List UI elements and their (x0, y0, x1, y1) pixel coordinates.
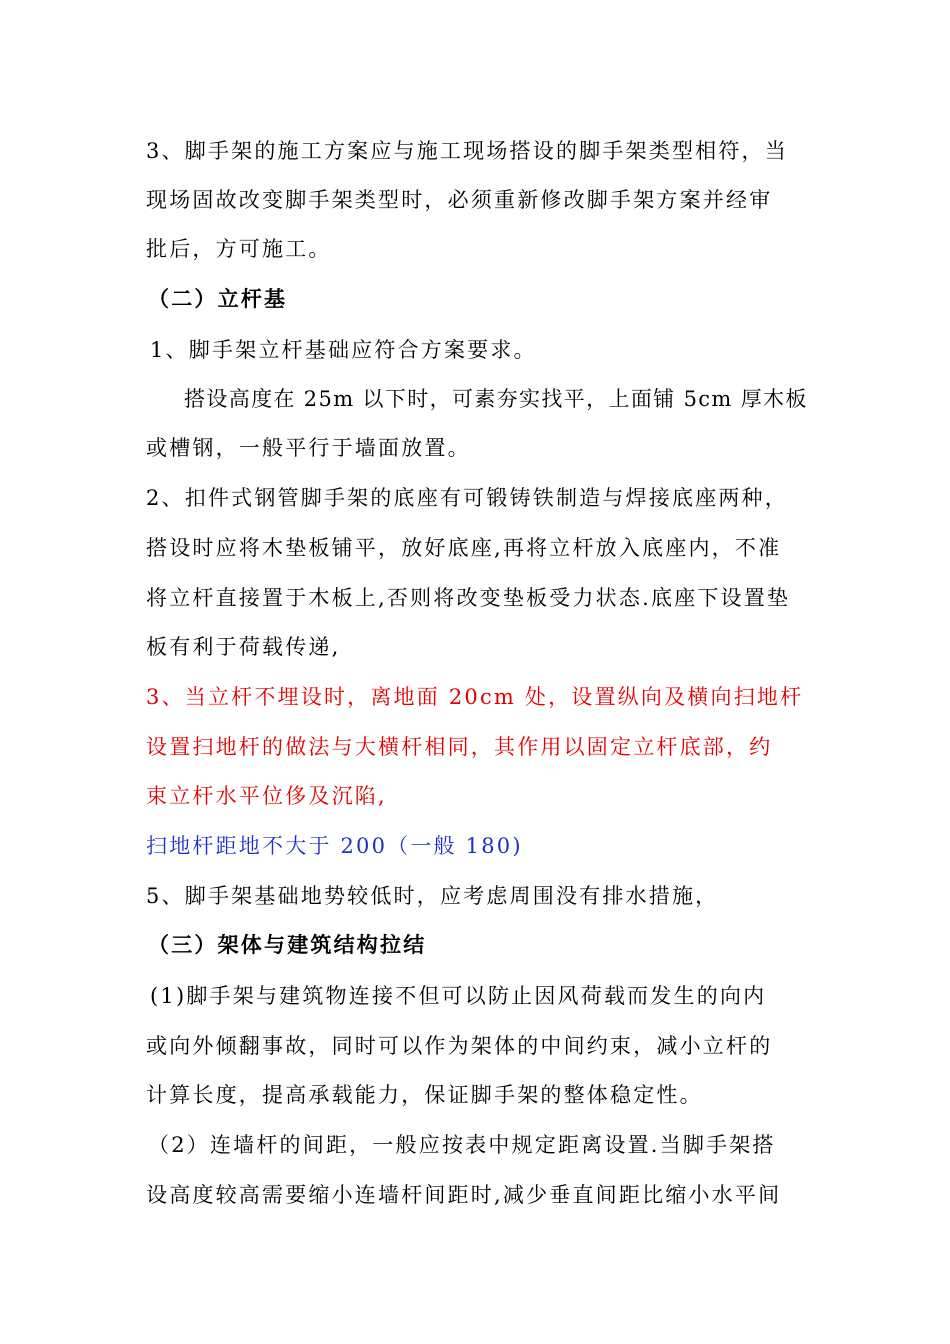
paragraph-line: 现场固故改变脚手架类型时，必须重新修改脚手架方案并经审 (146, 188, 773, 212)
paragraph-line: (1)脚手架与建筑物连接不但可以防止因风荷载而发生的向内 (150, 984, 767, 1008)
paragraph-line: 计算长度，提高承载能力，保证脚手架的整体稳定性。 (146, 1083, 703, 1107)
paragraph-line: 2、扣件式钢管脚手架的底座有可锻铸铁制造与焊接底座两种， (146, 486, 788, 510)
paragraph-line: 3、脚手架的施工方案应与施工现场搭设的脚手架类型相符，当 (146, 139, 788, 163)
section-heading: （三）架体与建筑结构拉结 (148, 932, 427, 957)
section-heading: （二）立杆基 (148, 286, 288, 311)
paragraph-line: 或向外倾翻事故，同时可以作为架体的中间约束，减小立杆的 (146, 1034, 773, 1058)
paragraph-line: 5、脚手架基础地势较低时，应考虑周围没有排水措施， (146, 884, 719, 908)
paragraph-line: 将立杆直接置于木板上,否则将改变垫板受力状态.底座下设置垫 (146, 586, 791, 610)
highlighted-line-red: 3、当立杆不埋设时，离地面 20cm 处，设置纵向及横向扫地杆 (146, 685, 804, 709)
paragraph-line: 1、脚手架立杆基础应符合方案要求。 (150, 338, 537, 362)
highlighted-line-blue: 扫地杆距地不大于 200（一般 180) (146, 834, 523, 858)
paragraph-line: 批后，方可施工。 (146, 237, 332, 261)
paragraph-line: 板有利于荷载传递, (146, 635, 341, 659)
highlighted-line-red: 设置扫地杆的做法与大横杆相同，其作用以固定立杆底部，约 (146, 735, 773, 759)
paragraph-line: 设高度较高需要缩小连墙杆间距时,减少垂直间距比缩小水平间 (146, 1183, 782, 1207)
highlighted-line-red: 束立杆水平位侈及沉陷, (146, 784, 387, 808)
paragraph-line: （2）连墙杆的间距，一般应按表中规定距离设置.当脚手架搭 (148, 1133, 776, 1157)
paragraph-line: 搭设高度在 25m 以下时，可素夯实找平，上面铺 5cm 厚木板 (184, 387, 808, 411)
paragraph-line: 搭设时应将木垫板铺平，放好底座,再将立杆放入底座内，不准 (146, 536, 782, 560)
paragraph-line: 或槽钢，一般平行于墙面放置。 (146, 436, 471, 460)
